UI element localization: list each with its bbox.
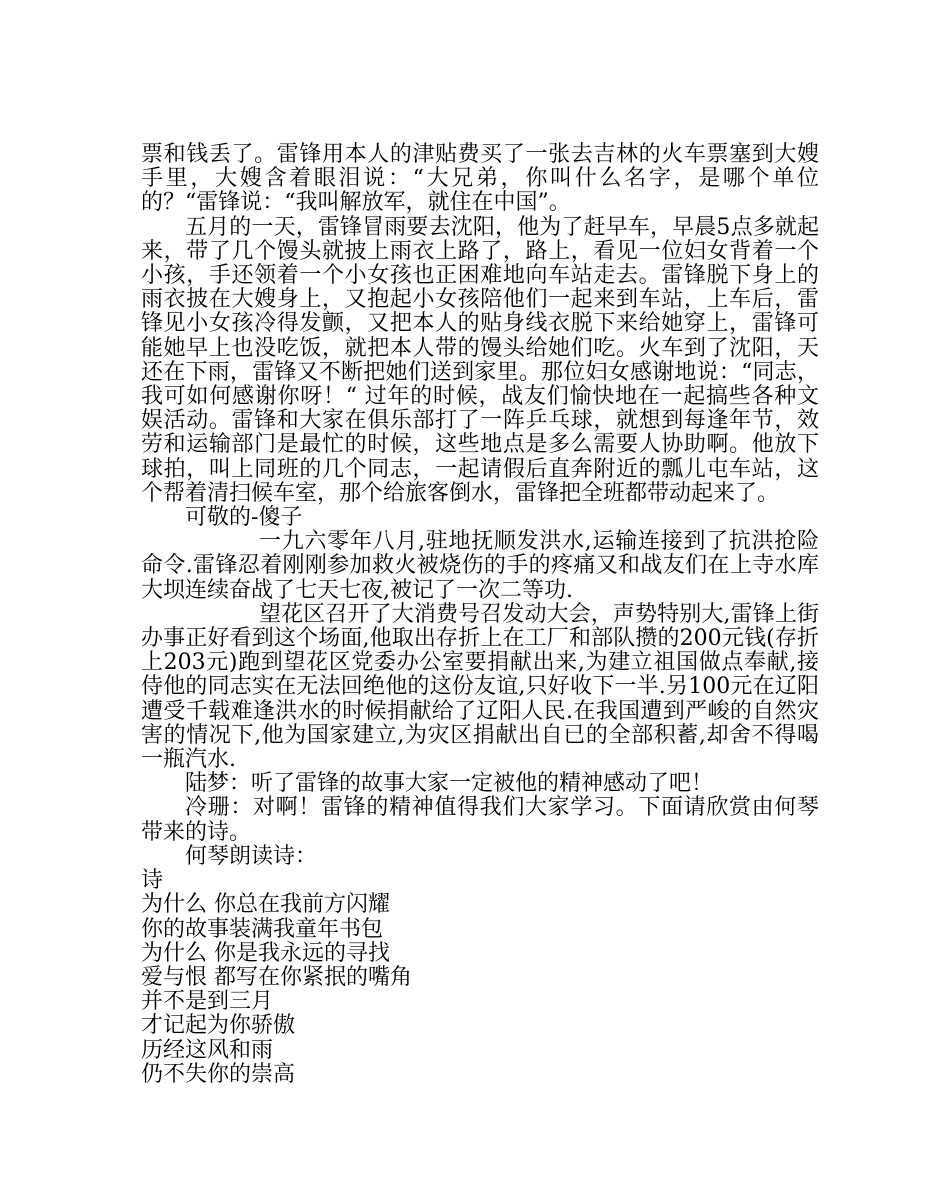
dialogue-lumeng: 陆梦：听了雷锋的故事大家一定被他的精神感动了吧！ xyxy=(185,771,714,797)
poem-line: 为什么 你是我永远的寻找 xyxy=(141,940,390,966)
paragraph-flood: 一九六零年八月,驻地抚顺发洪水,运输连接到了抗洪抢险命令.雷锋忍着刚刚参加救火被烧伤的手的疼痛又和战友们在上寺水库大坝连续奋战了七天七夜,被记了一次二等功. xyxy=(141,529,819,603)
section-heading: 可敬的-傻子 xyxy=(185,505,303,531)
poem-line: 爱与恨 都写在你紧抿的嘴角 xyxy=(141,964,412,990)
poem-intro: 何琴朗读诗： xyxy=(185,843,318,869)
poem-line: 为什么 你总在我前方闪耀 xyxy=(141,892,390,918)
paragraph-donation: 望花区召开了大消费号召发动大会，声势特别大,雷锋上街办事正好看到这个场面,他取出存折上在工厂和部队攒的200元钱(存折上203元)跑到望花区党委办公室要捐献出来,为建立祖国做点奉献,接侍他的同志实在无法回绝他的这份友谊,只好收下一半.另100元在辽阳遭受千载难逢洪水的时候捐献给了辽阳人民.在我国遭到严峻的自然灾害的情况下,他为国家建立,为灾区捐献出自已的全部积蓄,却舍不得喝一瓶汽水. xyxy=(141,601,819,773)
poem-line: 并不是到三月 xyxy=(141,989,274,1015)
poem-line: 历经这风和雨 xyxy=(141,1037,274,1063)
paragraph-may-day: 五月的一天，雷锋冒雨要去沈阳，他为了赶早车，早晨5点多就起来，带了几个馒头就披上雨衣上路了，路上，看见一位妇女背着一个小孩，手还领着一个小女孩也正困难地向车站走去。雷锋脱下身上的雨衣披在大嫂身上，又抱起小女孩陪他们一起来到车站，上车后，雷锋见小女孩冷得发颤，又把本人的贴身线衣脱下来给她穿上，雷锋可能她早上也没吃饭，就把本人带的馒头给她们吃。火车到了沈阳，天还在下雨，雷锋又不断把她们送到家里。那位妇女感谢地说：“同志，我可如何感谢你呀！“ 过年的时候，战友们愉快地在一起搞些各种文娱活动。雷锋和大家在俱乐部打了一阵乒乓球，就想到每逢年节，效劳和运输部门是最忙的时候，这些地点是多么需要人协助啊。他放下球拍，叫上同班的几个同志，一起请假后直奔附近的瓢儿屯车站，这个帮着清扫候车室，那个给旅客倒水，雷锋把全班都带动起来了。 xyxy=(141,214,819,506)
dialogue-lengshan: 冷珊：对啊！雷锋的精神值得我们大家学习。下面请欣赏由何琴带来的诗。 xyxy=(141,795,819,845)
poem-line: 你的故事装满我童年书包 xyxy=(141,916,384,942)
poem-title: 诗 xyxy=(141,868,164,894)
poem xyxy=(141,869,819,1087)
document-body xyxy=(141,143,819,1087)
poem-line: 才记起为你骄傲 xyxy=(141,1013,296,1039)
paragraph-ticket: 票和钱丢了。雷锋用本人的津贴费买了一张去吉林的火车票塞到大嫂手里，大嫂含着眼泪说：“大兄弟，你叫什么名字，是哪个单位的？“雷锋说：“我叫解放军，就住在中国”。 xyxy=(141,142,819,216)
poem-line: 仍不失你的崇高 xyxy=(141,1061,296,1087)
